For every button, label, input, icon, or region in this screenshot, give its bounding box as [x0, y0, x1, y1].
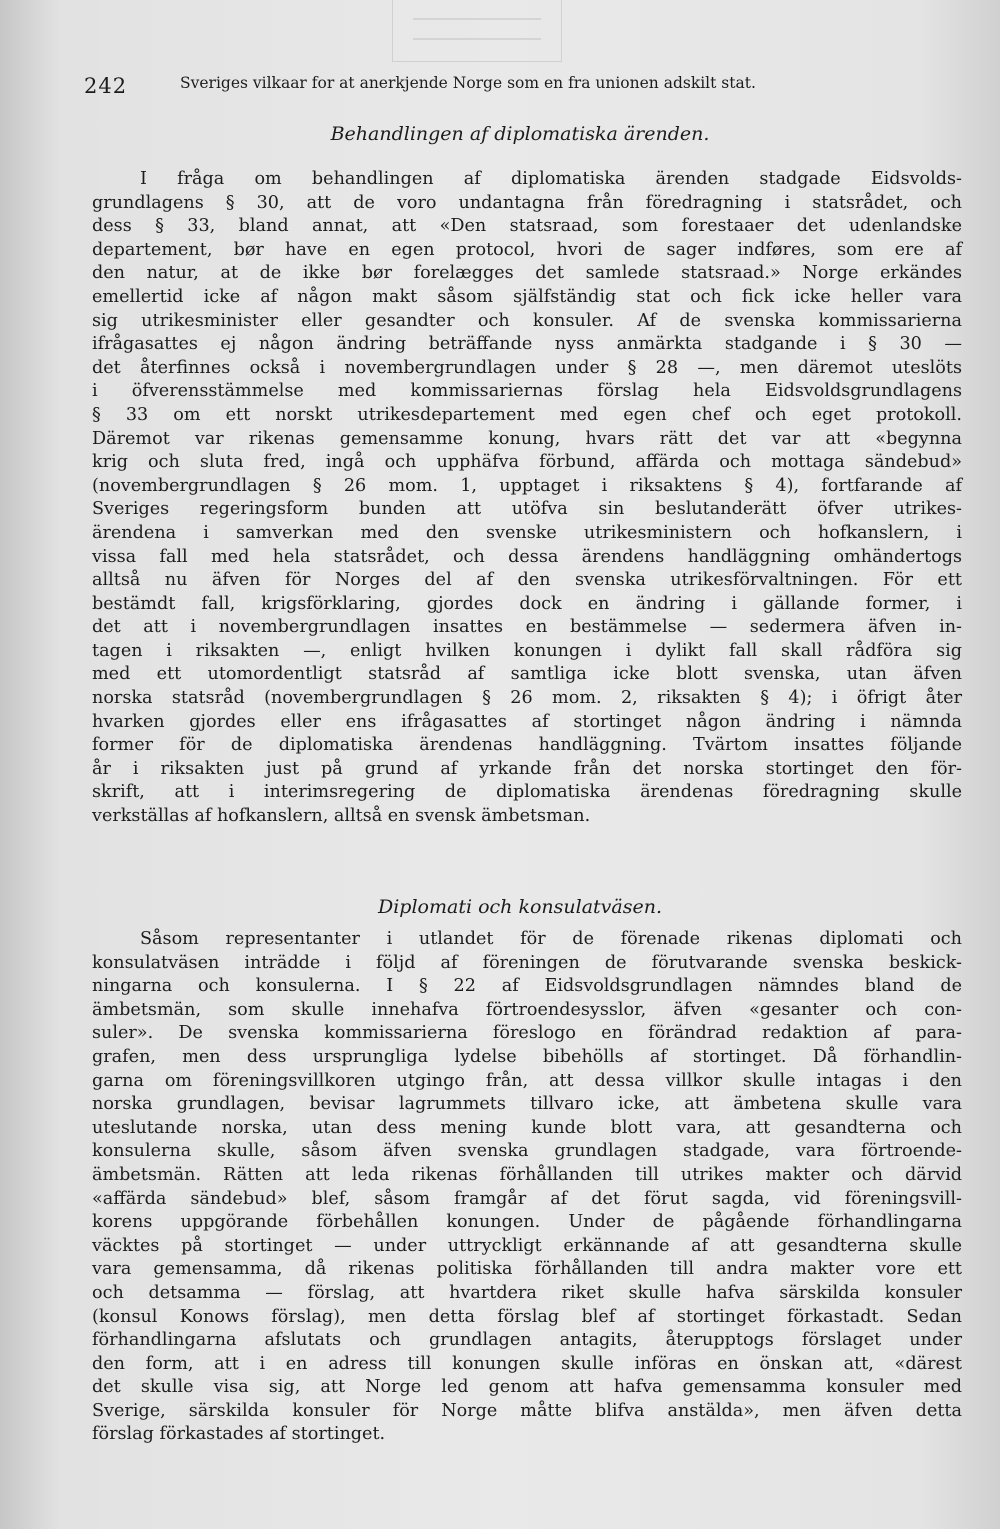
- text-line: Däremot var rikenas gemensamme konung, hvars rätt det var att «begynna: [92, 428, 962, 449]
- text-line: «affärda sändebud» blef, såsom framgår af det förut sagda, vid föreningsvill-: [92, 1188, 962, 1209]
- text-line: § 33 om ett norskt utrikesdepartement med egen chef och eget protokoll.: [92, 404, 962, 425]
- text-line: vissa fall med hela statsrådet, och dessa ärendens handläggning omhändertogs: [92, 546, 962, 567]
- text-line: hvarken gjordes eller ens ifrågasattes af stortinget någon ändring i nämnda: [92, 711, 962, 732]
- text-line: i öfverensstämmelse med kommissariernas förslag hela Eidsvoldsgrundlagens: [92, 381, 962, 402]
- text-line: förslag förkastades af stortinget.: [92, 1424, 386, 1445]
- text-line: ningarna och konsulerna. I § 22 af Eidsvoldsgrundlagen nämndes bland de: [92, 976, 962, 997]
- text-line: (novembergrundlagen § 26 mom. 1, upptaget i riksaktens § 4), fortfarande af: [92, 475, 962, 496]
- text-line: emellertid icke af någon makt såsom själfständig stat och fick icke heller vara: [92, 286, 962, 307]
- text-line: den form, att i en adress till konungen skulle införas en önskan att, «därest: [92, 1353, 962, 1374]
- text-line: ämbetsmän, som skulle innehafva förtroendesysslor, äfven «gesanter och con-: [92, 999, 962, 1020]
- text-line: med ett utomordentligt statsråd af samtliga icke blott svenska, utan äfven: [92, 664, 962, 685]
- paragraph-diplomatic-matters: [92, 168, 962, 829]
- text-line: Såsom representanter i utlandet för de förenade rikenas diplomati och: [140, 929, 962, 949]
- text-line: det att i novembergrundlagen insattes en bestämmelse — sedermera äfven in-: [92, 617, 962, 638]
- text-line: väcktes på stortinget — under uttryckligt erkännande af att gesandterna skulle: [92, 1235, 962, 1256]
- page-number: 242: [84, 74, 128, 98]
- text-line: alltså nu äfven för Norges del af den svenska utrikesförvaltningen. För ett: [92, 570, 962, 591]
- text-line: konsulerna skulle, såsom äfven svenska grundlagen stadgade, vara förtroende-: [92, 1141, 962, 1162]
- text-line: skrift, att i interimsregering de diplomatiska ärendenas föredragning skulle: [92, 782, 962, 803]
- text-line: och detsamma — förslag, att hvartdera riket skulle hafva särskilda konsuler: [92, 1282, 962, 1303]
- text-line: krig och sluta fred, ingå och upphäfva förbund, affärda och mottaga sändebud»: [92, 452, 962, 473]
- text-line: ifrågasattes ej någon ändring beträffande nyss anmärkta stadgande i § 30 —: [92, 334, 962, 355]
- text-line: former för de diplomatiska ärendenas handläggning. Tvärtom insattes följande: [92, 735, 962, 756]
- section-title-text: Behandlingen af diplomatiska ärenden.: [330, 123, 710, 145]
- text-line: departement, bør have en egen protocol, hvori de sager indføres, som ere af: [92, 239, 962, 260]
- text-line: korens uppgörande förbehållen konungen. Under de pågående förhandlingarna: [92, 1212, 962, 1233]
- text-line: verkställas af hofkanslern, alltså en svensk ämbetsman.: [92, 806, 591, 827]
- text-line: det återfinnes också i novembergrundlagen under § 28 —, men däremot uteslöts: [92, 357, 962, 378]
- section-title-diplomatic-matters: [0, 123, 1000, 145]
- text-line: bestämdt fall, krigsförklaring, gjordes dock en ändring i gällande former, i: [92, 593, 962, 614]
- text-line: grafen, men dess ursprungliga lydelse bibehölls af stortinget. Då förhandlin-: [92, 1046, 962, 1067]
- text-line: konsulatväsen inträdde i följd af föreningen de förutvarande svenska beskick-: [92, 952, 962, 973]
- text-line: dess § 33, bland annat, att «Den statsraad, som forestaaer det udenlandske: [92, 216, 962, 237]
- text-line: år i riksakten just på grund af yrkande från det norska stortinget den för-: [92, 758, 962, 779]
- running-title: Sveriges vilkaar for at anerkjende Norge som en fra unionen adskilt stat.: [180, 74, 756, 92]
- text-line: det skulle visa sig, att Norge led genom att hafva gemensamma konsuler med: [92, 1377, 962, 1398]
- text-line: sig utrikesminister eller gesandter och konsuler. Af de svenska kommissarierna: [92, 310, 962, 331]
- text-line: uteslutande norska, utan dess mening kunde blott vara, att gesandterna och: [92, 1117, 962, 1138]
- text-line: den natur, at de ikke bør forelægges det samlede statsraad.» Norge erkändes: [92, 263, 962, 284]
- text-line: suler». De svenska kommissarierna föreslogo en förändrad redaktion af para-: [92, 1023, 962, 1044]
- text-line: ärendena i samverkan med den svenske utrikesministern och hofkanslern, i: [92, 522, 962, 543]
- text-line: (konsul Konows förslag), men detta förslag blef af stortinget förkastadt. Sedan: [92, 1306, 962, 1327]
- library-stamp: [392, 0, 562, 62]
- text-line: Sveriges regeringsform bunden att utöfva sin beslutanderätt öfver utrikes-: [92, 499, 962, 520]
- text-line: förhandlingarna afslutats och grundlagen antagits, återupptogs förslaget under: [92, 1330, 962, 1351]
- text-line: garna om föreningsvillkoren utgingo från, att dessa villkor skulle intagas i den: [92, 1070, 962, 1091]
- page-header: [84, 72, 884, 100]
- text-line: ämbetsmän. Rätten att leda rikenas förhållanden till utrikes makter och därvid: [92, 1164, 962, 1185]
- text-line: grundlagens § 30, att de voro undantagna från föredragning i statsrådet, och: [92, 192, 962, 213]
- text-line: vara gemensamma, då rikenas politiska förhållanden till andra makter vore ett: [92, 1259, 962, 1280]
- text-line: tagen i riksakten —, enligt hvilken konungen i dylikt fall skall rådföra sig: [92, 640, 962, 661]
- section-title-diplomacy-consulates: [0, 896, 1000, 918]
- text-line: I fråga om behandlingen af diplomatiska ärenden stadgade Eidsvolds-: [140, 169, 962, 189]
- text-line: norska statsråd (novembergrundlagen § 26 mom. 2, riksakten § 4); i öfrigt åter: [92, 688, 962, 709]
- text-line: norska grundlagen, bevisar lagrummets tillvaro icke, att ämbetena skulle vara: [92, 1094, 962, 1115]
- section-title-text: Diplomati och konsulatväsen.: [378, 896, 662, 918]
- paragraph-diplomacy-consulates: [92, 928, 962, 1447]
- text-line: Sverige, särskilda konsuler för Norge måtte blifva anstälda», men äfven detta: [92, 1400, 962, 1421]
